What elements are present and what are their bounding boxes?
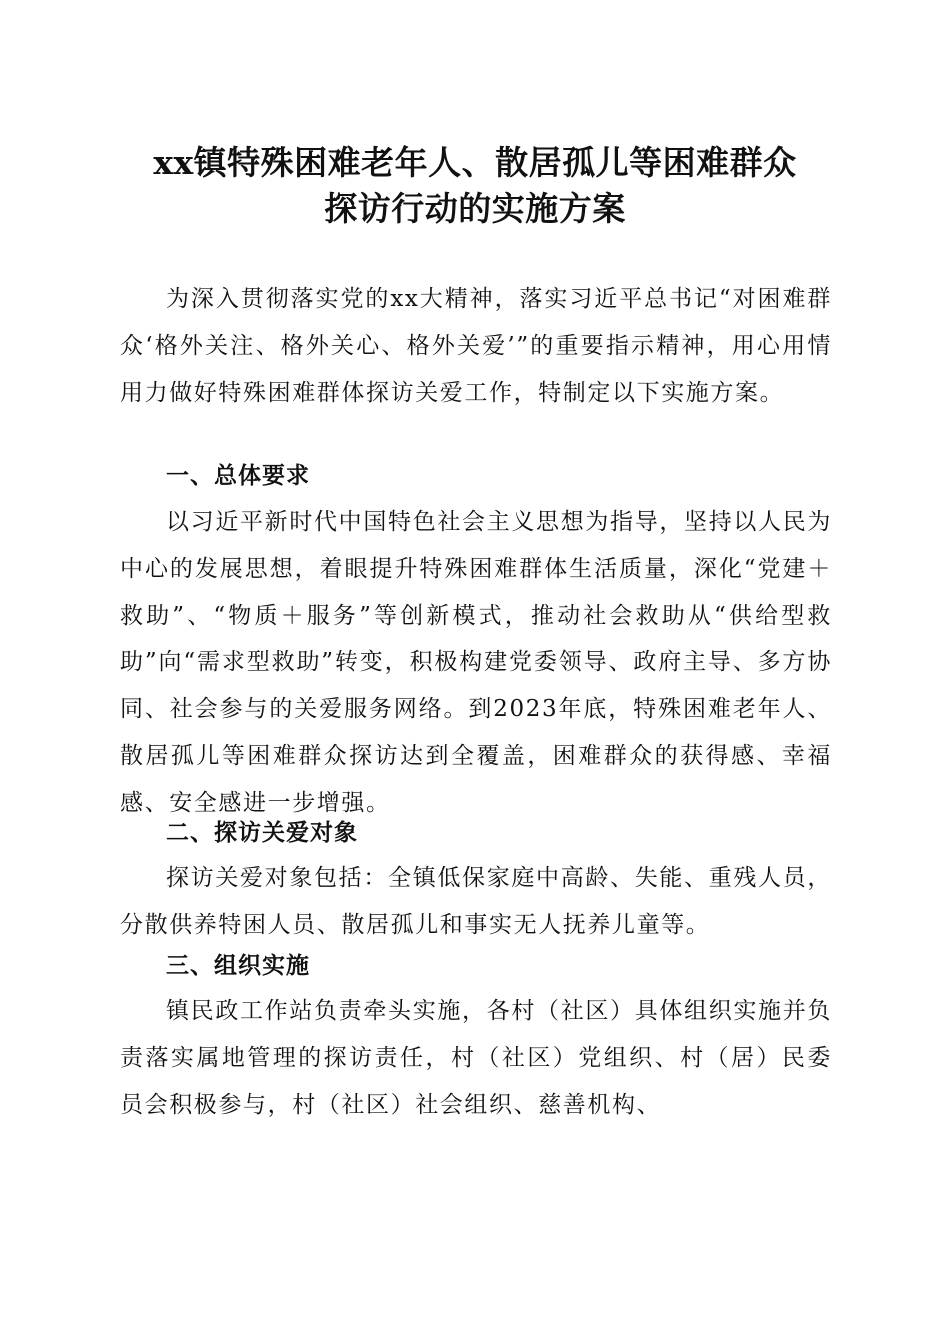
document-title-line-1: xx镇特殊困难老年人、散居孤儿等困难群众 [153,143,797,182]
section-heading-general-requirements: 一、总体要求 [166,463,310,489]
section-heading-visit-targets: 二、探访关爱对象 [166,820,358,846]
section-body-general-requirements: 以习近平新时代中国特色社会主义思想为指导，坚持以人民为中心的发展思想，着眼提升特殊困难群体生活质量，深化“党建＋救助”、“物质＋服务”等创新模式，推动社会救助从“供给型救助”向“需求型救助”转变，积极构建党委领导、政府主导、多方协同、社会参与的关爱服务网络。到2023年底，特殊困难老年人、散居孤儿等困难群众探访达到全覆盖，困难群众的获得感、幸福感、安全感进一步增强。 [120,509,832,816]
intro-paragraph: 为深入贯彻落实党的xx大精神，落实习近平总书记“对困难群众‘格外关注、格外关心、格外关爱’”的重要指示精神，用心用情用力做好特殊困难群体探访关爱工作，特制定以下实施方案。 [120,286,832,406]
section-heading-organization: 三、组织实施 [166,953,310,979]
section-body-visit-targets: 探访关爱对象包括：全镇低保家庭中高龄、失能、重残人员，分散供养特困人员、散居孤儿和事实无人抚养儿童等。 [120,865,832,938]
section-body-organization: 镇民政工作站负责牵头实施，各村（社区）具体组织实施并负责落实属地管理的探访责任，村（社区）党组织、村（居）民委员会积极参与，村（社区）社会组织、慈善机构、 [120,998,832,1118]
document-title-line-2: 探访行动的实施方案 [324,189,626,228]
